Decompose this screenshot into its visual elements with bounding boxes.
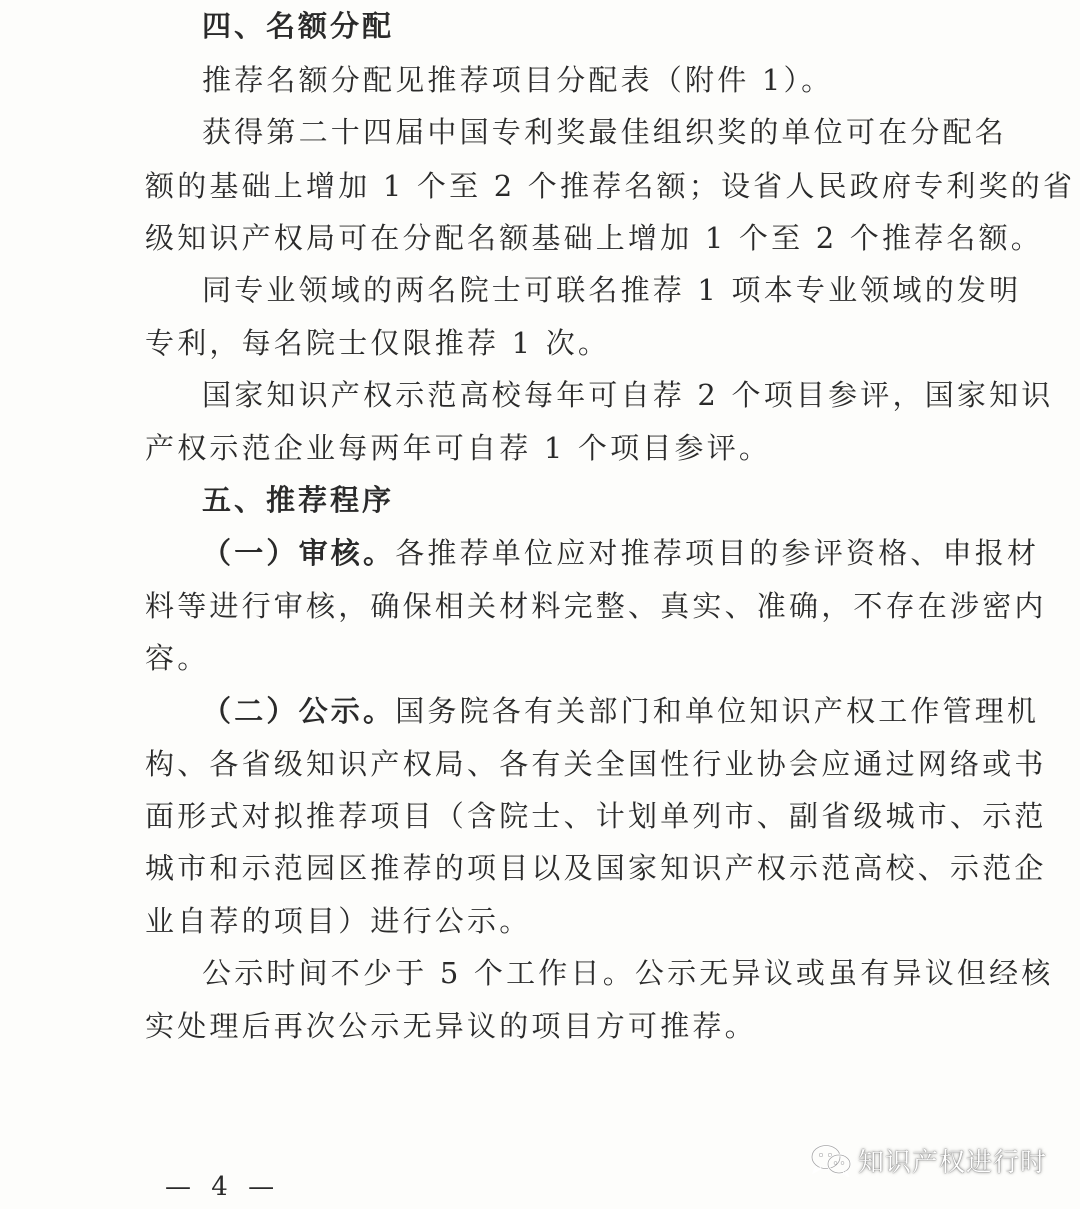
paragraph-line: [145, 640, 209, 676]
line-text: 面形式对拟推荐项目（含院士、计划单列市、副省级城市、示范: [145, 799, 1047, 833]
paragraph-line: [202, 955, 1054, 991]
line-text: 各推荐单位应对推荐项目的参评资格、申报材: [395, 536, 1040, 570]
line-text: 容。: [145, 641, 210, 675]
paragraph-line: [202, 377, 1054, 413]
line-text: 推荐名额分配见推荐项目分配表（附件 1）。: [202, 63, 834, 97]
section-heading-5: [202, 482, 394, 518]
paragraph-line: [145, 1008, 757, 1044]
paragraph-line: [145, 325, 610, 361]
paragraph-line: [202, 114, 1007, 150]
line-text: 国家知识产权示范高校每年可自荐 2 个项目参评，国家知识: [202, 378, 1054, 412]
paragraph-line: [145, 746, 1047, 782]
wechat-icon: [810, 1143, 852, 1177]
line-text: 业自荐的项目）进行公示。: [145, 904, 532, 938]
line-text: 同专业领域的两名院士可联名推荐 1 项本专业领域的发明: [202, 273, 1022, 307]
wechat-watermark: [810, 1140, 1047, 1180]
paragraph-line: [145, 430, 771, 466]
page-number: — 4 —: [165, 1172, 281, 1202]
heading-text: 五、推荐程序: [202, 483, 395, 517]
subheading-publicity: （二）公示。: [202, 694, 396, 728]
paragraph-line: [202, 693, 1039, 729]
paragraph-line: [145, 903, 531, 939]
watermark-text: 知识产权进行时: [858, 1147, 1048, 1178]
line-text: 构、各省级知识产权局、各有关全国性行业协会应通过网络或书: [145, 747, 1047, 781]
paragraph-line: [202, 62, 833, 98]
line-text: 专利，每名院士仅限推荐 1 次。: [145, 326, 611, 360]
paragraph-line: [145, 850, 1047, 886]
subheading-review: （一）审核。: [202, 536, 396, 570]
paragraph-line: [145, 798, 1047, 834]
line-text: 产权示范企业每两年可自荐 1 个项目参评。: [145, 431, 772, 465]
line-text: 额的基础上增加 1 个至 2 个推荐名额；设省人民政府专利奖的省: [145, 169, 1076, 203]
heading-text: 四、名额分配: [202, 9, 395, 43]
line-text: 实处理后再次公示无异议的项目方可推荐。: [145, 1009, 757, 1043]
line-text: 城市和示范园区推荐的项目以及国家知识产权示范高校、示范企: [145, 851, 1047, 885]
paragraph-line: [145, 168, 1075, 204]
section-heading-4: [202, 8, 394, 44]
line-text: 料等进行审核，确保相关材料完整、真实、准确，不存在涉密内: [145, 589, 1047, 623]
line-text: 获得第二十四届中国专利奖最佳组织奖的单位可在分配名: [202, 115, 1008, 149]
paragraph-line: [145, 220, 1043, 256]
paragraph-line: [145, 588, 1047, 624]
paragraph-line: [202, 272, 1021, 308]
line-text: 国务院各有关部门和单位知识产权工作管理机: [395, 694, 1040, 728]
paragraph-line: [202, 535, 1039, 571]
line-text: 级知识产权局可在分配名额基础上增加 1 个至 2 个推荐名额。: [145, 221, 1043, 255]
line-text: 公示时间不少于 5 个工作日。公示无异议或虽有异议但经核: [202, 956, 1054, 990]
